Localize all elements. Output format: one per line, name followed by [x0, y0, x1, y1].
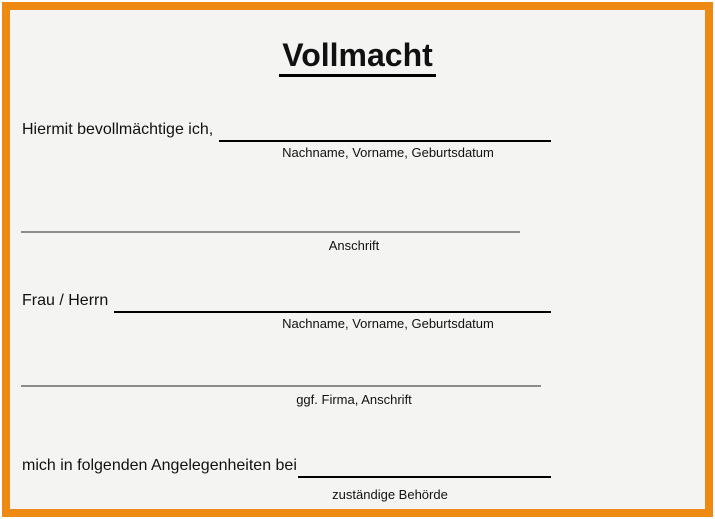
document-border-frame: [2, 2, 713, 517]
principal-name-label: Hiermit bevollmächtige ich,: [22, 121, 214, 138]
principal-name-write-line: [219, 120, 551, 142]
agent-name-row: [22, 291, 551, 311]
principal-address-write-line: [21, 231, 520, 233]
principal-address-caption: Anschrift: [328, 238, 380, 253]
authority-row: [22, 456, 551, 476]
document-title: Vollmacht: [279, 39, 436, 77]
agent-name-write-line: [114, 291, 551, 313]
title-container: [0, 39, 715, 77]
principal-name-caption: Nachname, Vorname, Geburtsdatum: [282, 145, 494, 160]
agent-name-caption: Nachname, Vorname, Geburtsdatum: [282, 316, 494, 331]
agent-name-label: Frau / Herrn: [22, 292, 109, 309]
authority-label: mich in folgenden Angelegenheiten bei: [22, 457, 297, 474]
agent-address-write-line: [21, 385, 541, 387]
authority-write-line: [298, 456, 551, 478]
agent-address-caption: ggf. Firma, Anschrift: [296, 392, 412, 407]
authority-caption: zuständige Behörde: [332, 487, 448, 502]
principal-name-row: [22, 120, 551, 140]
